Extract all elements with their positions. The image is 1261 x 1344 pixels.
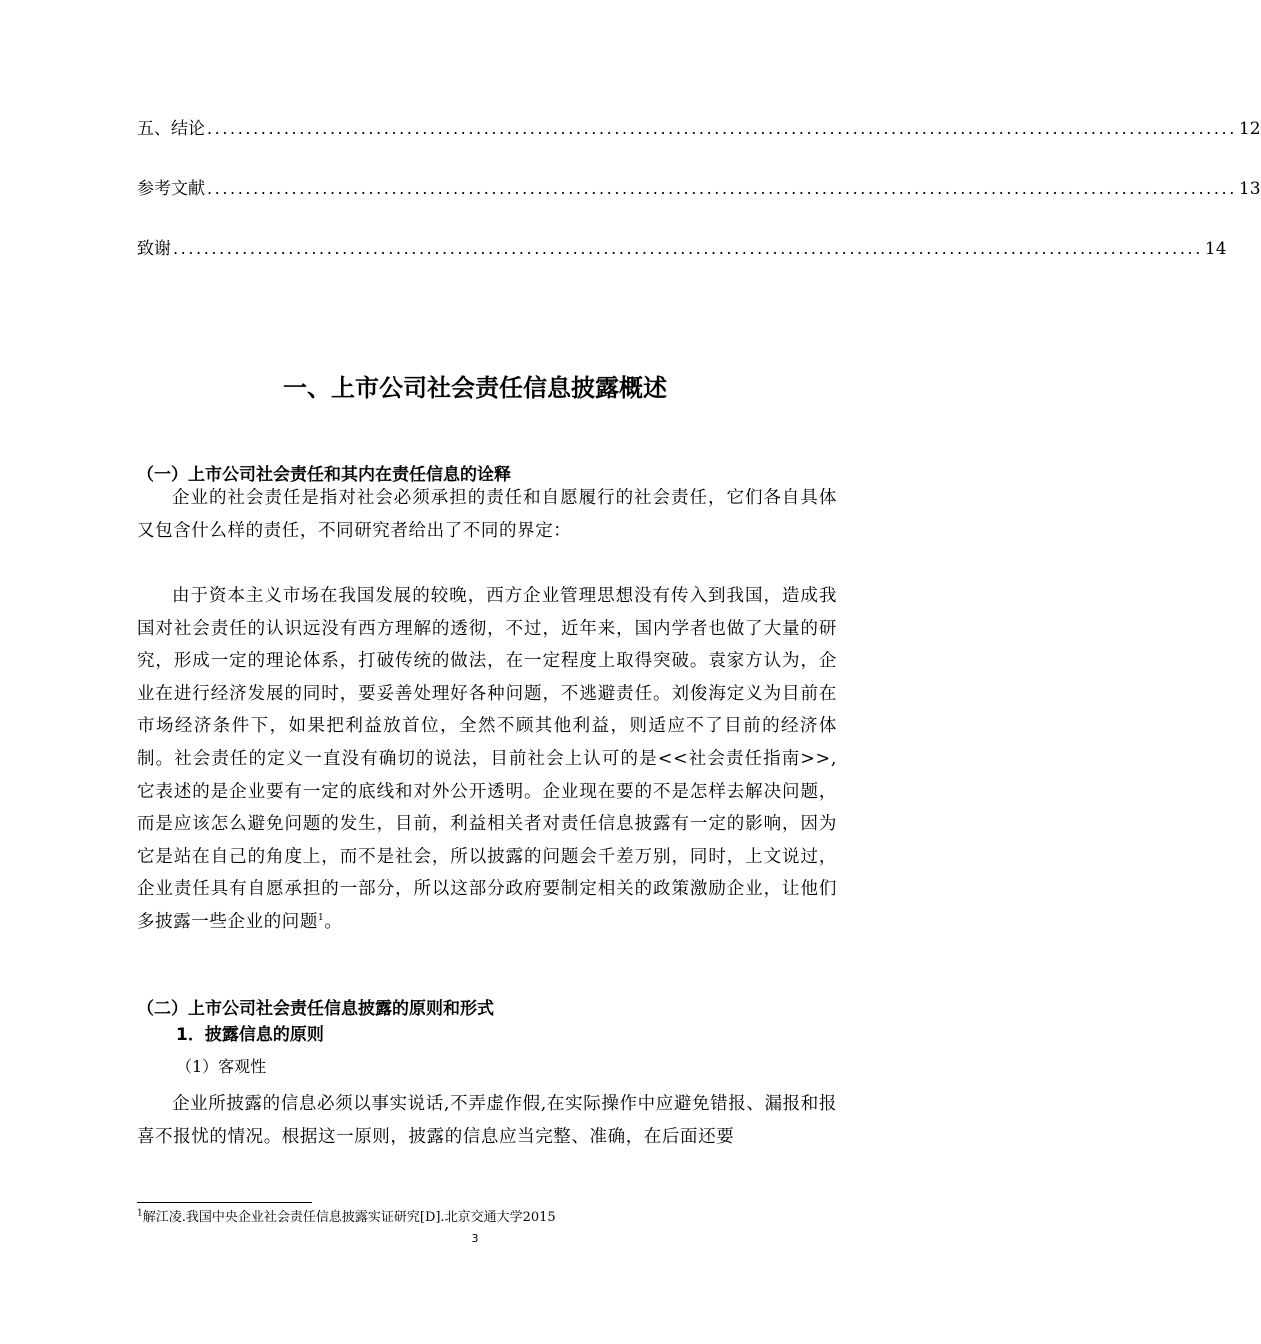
- body-paragraph: 企业所披露的信息必须以事实说话,不弄虚作假,在实际操作中应避免错报、漏报和报喜不报忧的情况。根据这一原则，披露的信息应当完整、准确，在后面还要: [137, 1094, 837, 1147]
- page-number: 3: [471, 1232, 479, 1245]
- toc-entry-label: 五、结论: [137, 119, 205, 139]
- footnote-separator: [137, 1202, 312, 1203]
- toc-entry-page: 14: [1204, 239, 1227, 259]
- toc-entry-page: 12: [1238, 119, 1261, 139]
- footnote-text: 解江凌.我国中央企业社会责任信息披露实证研究[D].北京交通大学2015: [142, 1210, 556, 1225]
- toc-entry-references[interactable]: [137, 176, 1261, 202]
- toc-leader-dots: ......................................................................................................................................: [173, 239, 1203, 258]
- body-paragraph: [137, 580, 837, 939]
- paragraph-text: 由于资本主义市场在我国发展的较晚，西方企业管理思想没有传入到我国，造成我国对社会责任的认识远没有西方理解的透彻，不过，近年来，国内学者也做了大量的研究，形成一定的理论体系，打破传统的做法，在一定程度上取得突破。袁家方认为，企业在进行经济发展的同时，要妥善处理好各种问题，不逃避责任。刘俊海定义为目前在市场经济条件下，如果把利益放首位，全然不顾其他利益，则适应不了目前的经济体制。社会责任的定义一直没有确切的说法，目前社会上认可的是<<社会责任指南>>,它表述的是企业要有一定的底线和对外公开透明。企业现在要的不是怎样去解决问题，而是应该怎么避免问题的发生，目前，利益相关者对责任信息披露有一定的影响，因为它是站在自己的角度上，而不是社会，所以披露的问题会千差万别，同时，上文说过，企业责任具有自愿承担的一部分，所以这部分政府要制定相关的政策激励企业，让他们多披露一些企业的问题: [137, 586, 837, 932]
- item-heading: （1）客观性: [176, 1057, 267, 1076]
- section-title: （二）上市公司社会责任信息披露的原则和形式: [137, 999, 494, 1019]
- footnote-mark: 1: [137, 1208, 143, 1219]
- chapter-title: 一、上市公司社会责任信息披露概述: [283, 374, 667, 402]
- toc-leader-dots: ......................................................................................................................................: [207, 119, 1237, 138]
- body-paragraph: 企业的社会责任是指对社会必须承担的责任和自愿履行的社会责任，它们各自具体又包含什么样的责任，不同研究者给出了不同的界定：: [137, 488, 837, 541]
- toc-leader-dots: ......................................................................................................................................: [207, 179, 1237, 198]
- toc-entry-label: 致谢: [137, 239, 171, 259]
- toc-entry-conclusion[interactable]: [137, 116, 1261, 142]
- toc-entry-acknowledgements[interactable]: [137, 236, 1227, 262]
- footnote: [137, 1209, 556, 1227]
- subsection-title: 1．披露信息的原则: [176, 1025, 324, 1045]
- section-title: （一）上市公司社会责任和其内在责任信息的诠释: [137, 465, 511, 485]
- footnote-reference[interactable]: 1: [318, 913, 325, 924]
- paragraph-text: 。: [324, 911, 343, 932]
- toc-entry-label: 参考文献: [137, 179, 205, 199]
- toc-entry-page: 13: [1238, 179, 1261, 199]
